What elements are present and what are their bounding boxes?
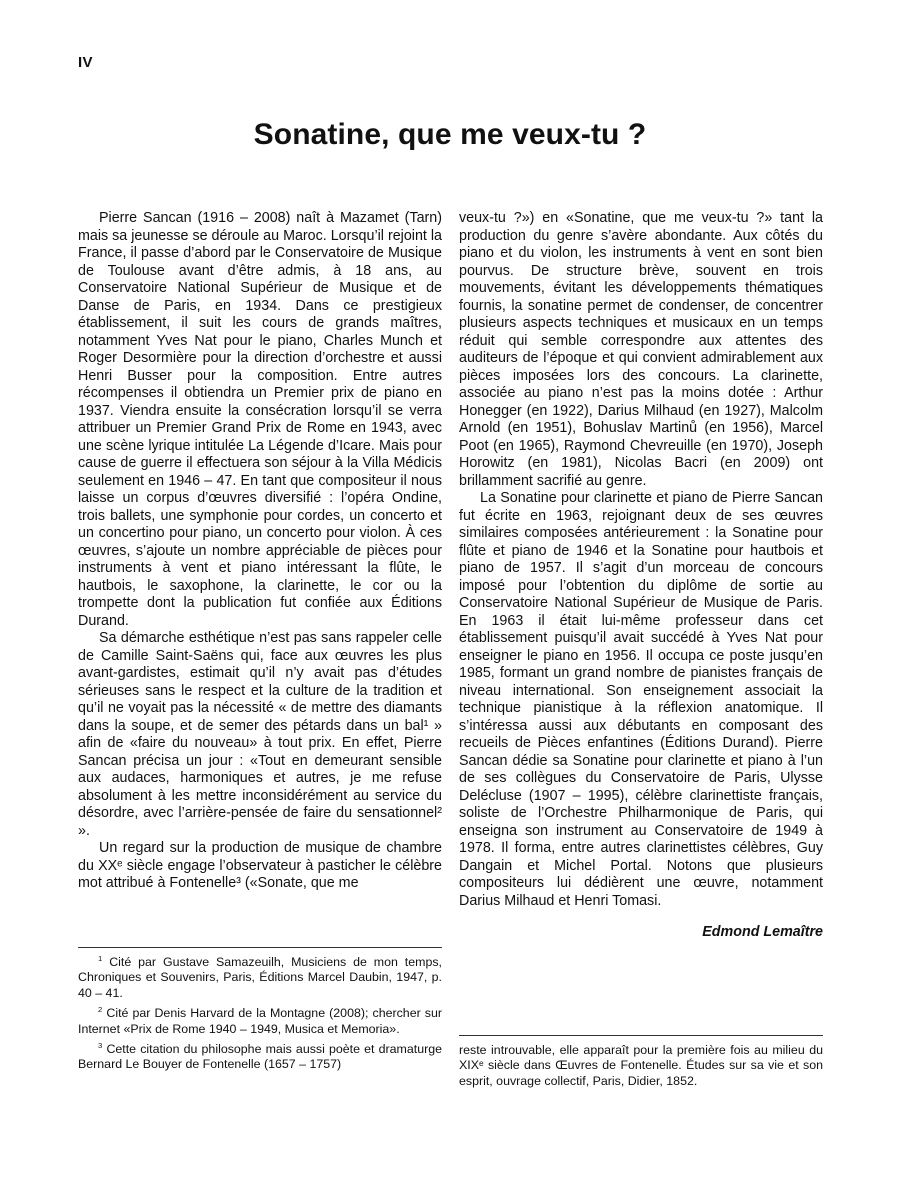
- footnote-3-continuation: reste introuvable, elle apparaît pour la première fois au milieu du XIXᵉ siècle dans Œuvres de Fontenelle. Études sur sa vie et son esprit, ouvrage collectif, Paris, Didier, 1852.: [459, 1043, 823, 1088]
- sonatine-paragraph: La Sonatine pour clarinette et piano de Pierre Sancan fut écrite en 1963, rejoignant deux de ses œuvres similaires composées antérieurement : la Sonatine pour flûte et piano de 1946 et la Sonatine pour hautbois et piano de 1957. Il s’agit d’un morceau de concours imposé pour l’obtention du diplôme de sortie au Conservatoire National Supérieur de Musique de Paris. En 1963 il était lui-même professeur dans cet établissement puisqu’il avait succédé à Yves Nat pour enseigner le piano en 1956. Il occupa ce poste jusqu’en 1985, formant un grand nombre de pianistes français de niveau international. Son enseignement associait la technique pianistique à la réflexion anatomique. Il s’intéressa aussi aux débutants en composant des recueils de Pièces enfantines (Éditions Durand). Pierre Sancan dédie sa Sonatine pour clarinette et piano à l’un de ses collègues du Conservatoire de Paris, Ulysse Delécluse (1907 – 1995), célèbre clarinettiste français, soliste de l’Orchestre Philharmonique de Paris, qui enseigna son instrument au Conservatoire de 1949 à 1978. Il forma, entre autres clarinettistes célèbres, Guy Dangain et Michel Portal. Notons que plusieurs compositeurs lui dédièrent une œuvre, notamment Darius Milhaud et Henri Tomasi.: [459, 490, 823, 909]
- chamber-music-paragraph-start: Un regard sur la production de musique de chambre du XXᵉ siècle engage l’observateur à pasticher le célèbre mot attribué à Fontenelle³ («Sonate, que me: [78, 840, 442, 891]
- intro-paragraph: Pierre Sancan (1916 – 2008) naît à Mazamet (Tarn) mais sa jeunesse se déroule au Maroc. Lorsqu’il rejoint la France, il passe d’abord par le Conservatoire de Musique de Toulouse avant d’être admis, à 18 ans, au Conservatoire National Supérieur de Musique et de Danse de Paris, en 1934. Dans ce prestigieux établissement, il suit les cours de grands maîtres, notamment Yves Nat pour le piano, Charles Munch et Roger Desormière pour la direction d’orchestre et aussi Henri Busser pour la composition. Entre autres récompenses il obtiendra un Premier prix de piano en 1937. Viendra ensuite la consécration lorsqu’il se verra attribuer un Premier Grand Prix de Rome en 1943, avec une scène lyrique intitulée La Légende d’Icare. Mais pour cause de guerre il effectuera son séjour à la Villa Médicis seulement en 1946 – 47. En tant que compositeur il nous laisse un corpus d’œuvres diversifié : l’opéra Ondine, trois ballets, une symphonie pour cordes, un concerto et un concertino pour piano, un concerto pour violon. À ces œuvres, s’ajoute un nombre appréciable de pièces pour instruments à vent et piano intéressant la flûte, le hautbois, le saxophone, la clarinette, le cor ou la trompette dont la publication fut confiée aux Éditions Durand.: [78, 210, 442, 629]
- left-text-column: [78, 210, 442, 893]
- footnote-2-marker: 2: [98, 1005, 103, 1015]
- footnote-1: [78, 955, 442, 1001]
- footnote-2: [78, 1006, 442, 1037]
- author-signature: Edmond Lemaître: [702, 924, 823, 940]
- page-number: IV: [78, 54, 93, 71]
- right-text-column: [459, 210, 823, 942]
- aesthetic-paragraph: Sa démarche esthétique n’est pas sans rappeler celle de Camille Saint-Saëns qui, face aux œuvres les plus avant-gardistes, estimait qu’il n’y avait pas d’études sérieuses sans le respect et la culture de la tradition et qu’il ne voyait pas la nécessité « de mettre des diamants dans la soupe, et de semer des pétards dans un bal¹ » afin de «faire du nouveau» à tout prix. En effet, Pierre Sancan précisa un jour : «Tout en demeurant sensible aux audaces, harmoniques et autres, je me refuse absolument à les mettre inconsidérément au service du désordre, avec l’arrière-pensée de faire du sensationnel² ».: [78, 630, 442, 839]
- footnote-1-text: Cité par Gustave Samazeuilh, Musiciens de mon temps, Chroniques et Souvenirs, Paris, Éditions Marcel Daubin, 1947, p. 40 – 41.: [78, 955, 442, 1000]
- footnotes-block: [78, 955, 442, 1078]
- footnote-3-text: Cette citation du philosophe mais aussi poète et dramaturge Bernard Le Bouyer de Fontenelle (1657 – 1757): [78, 1042, 442, 1072]
- footnote-separator-left: [78, 947, 442, 948]
- chamber-music-paragraph-continuation: veux-tu ?») en «Sonatine, que me veux-tu ?» tant la production du genre s’avère abondante. Aux côtés du piano et du violon, les instruments à vent en sont bien pourvus. De structure brève, souvent en trois mouvements, évitant les développements thématiques fournis, la sonatine permet de condenser, de concentrer plusieurs aspects techniques et musicaux en un temps réduit qui semble correspondre aux attentes des auditeurs de l’époque et qui convient admirablement aux pièces imposées lors des concours. La clarinette, associée au piano n’est pas la moins dotée : Arthur Honegger (en 1922), Darius Milhaud (en 1927), Malcolm Arnold (en 1951), Bohuslav Martinů (en 1956), Marcel Poot (en 1965), Raymond Chevreuille (en 1970), Joseph Horowitz (en 1981), Nicolas Bacri (en 2009) ont brillamment sacrifié au genre.: [459, 210, 823, 489]
- footnote-separator-right: [459, 1035, 823, 1036]
- footnote-1-marker: 1: [98, 953, 103, 963]
- footnote-3-marker: 3: [98, 1040, 103, 1050]
- page-title: Sonatine, que me veux-tu ?: [253, 118, 647, 151]
- footnote-3: [78, 1042, 442, 1073]
- footnote-2-text: Cité par Denis Harvard de la Montagne (2008); chercher sur Internet «Prix de Rome 1940 – 1949, Musica et Memoria».: [78, 1006, 443, 1036]
